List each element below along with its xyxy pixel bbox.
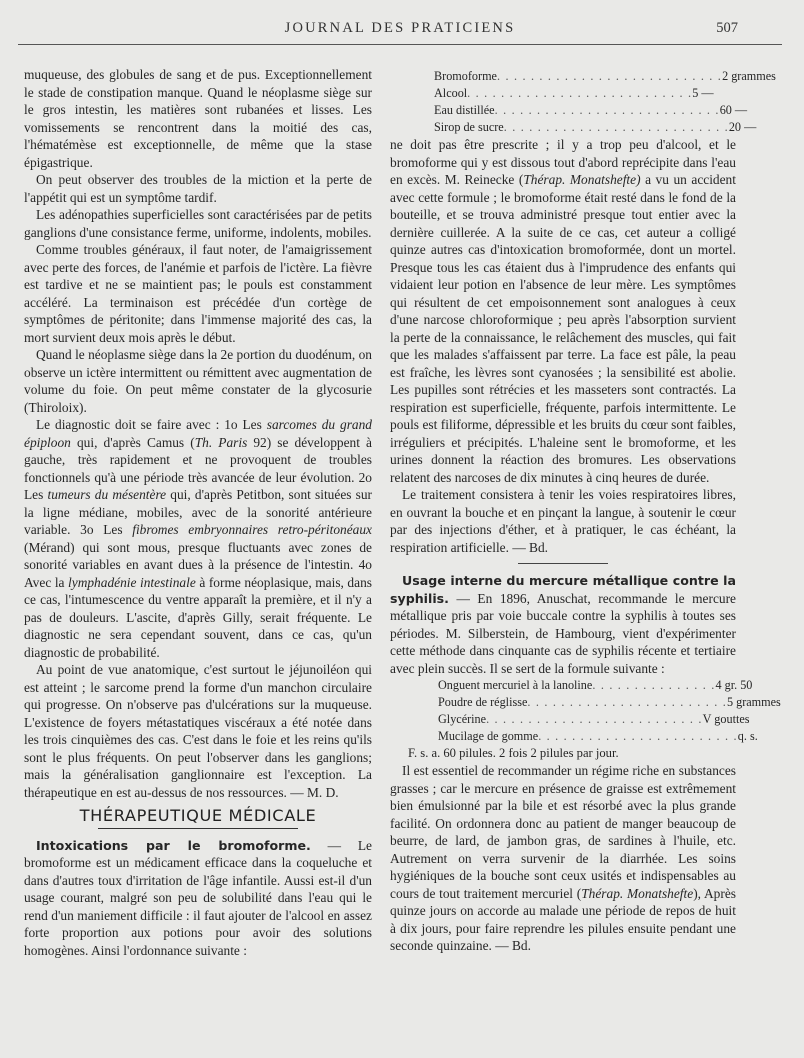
quantity: q. s. xyxy=(737,729,758,743)
italic-term: sarcomes du grand épiploon xyxy=(24,417,372,450)
diagnosis-paragraph xyxy=(24,416,372,661)
citation: Th. Paris xyxy=(194,434,248,450)
paragraph xyxy=(390,762,736,955)
running-head xyxy=(0,20,800,42)
paragraph: Les adénopathies superficielles sont caractérisées par de petits ganglions d'une consistance ferme, uniforme, indolents, mobiles. xyxy=(24,207,372,240)
text: Il est essentiel de recommander un régime riche en substances grasses ; car le mercure en présence de graisse est extrêmement bien émulsionné par la bile et est résorbé avec la plus grande facilité. On ordonnera donc au patient de manger beaucoup de beurre, de lard, de jambon gras, de sardines à l'huile, etc. Autrement on verra survenir de la diarrhée. Les soins hygiéniques de la bouche sont ceux usités et indispensables au cours de tout traitement mercuriel ( xyxy=(390,763,736,901)
paragraph: Au point de vue anatomique, c'est surtout le jéjunoiléon qui est atteint ; le sarcome prend la forme d'un manchon circulaire qui progresse. On n'observe pas d'ulcérations sur la muqueuse. L'existence de foyers métastatiques viscéraux a été notée dans les trois cinquièmes des cas. C'est dans le foie et les reins qu'ils sont le plus fréquents. On peut l'observer dans les ganglions; mais la généralisation ganglionnaire est l'exception. La thérapeutique en est au-dessus de nos ressources. — M. D. xyxy=(24,662,372,800)
article-mercure xyxy=(390,572,736,677)
ingredient: Poudre de réglisse xyxy=(438,695,528,709)
paragraph: Quand le néoplasme siège dans la 2e portion du duodénum, on observe un ictère intermittent ou rémittent avec augmentation de volume du foie. On peut même constater de la glycosurie (Thiroloix). xyxy=(24,347,372,415)
text: à forme néoplasique, mais, dans ce cas, l'intumescence du ventre apparaît la première, et il n'y a pas de douleurs. L'ascite, d'après Gilly, serait fréquente. Le diagnostic ne sera cependant souvent, dans ce cas, qu'un diagnostic de probabilité. xyxy=(24,574,372,660)
quantity: V gouttes xyxy=(702,712,750,726)
italic-term: tumeurs du mésentère xyxy=(47,487,167,502)
leader-dots: . . . . . . . . . . . . . . . . . . . . . . . . . . . xyxy=(494,103,720,117)
section-heading-text: THÉRAPEUTIQUE MÉDICALE xyxy=(79,806,317,825)
text: — Le bromoforme est un médicament efficace dans la coqueluche et dans d'autres toux d'irritation de l'âge infantile. Aussi est-il d'un usage courant, malgré son peu de solubilité dans l'eau qui le rend d'un maniement difficile : il faut ajouter de l'alcool en assez forte proportion aux potions pour avoir des solutions homogènes. Ainsi l'ordonnance suivante : xyxy=(24,837,372,958)
text: ne doit pas être prescrite ; il y a trop peu d'alcool, et le bromoforme qui y est dissous tout d'abord reprécipite dans l'eau en excès. M. Reinecke ( xyxy=(390,137,736,187)
formula-row xyxy=(438,728,758,745)
ingredient: Eau distillée xyxy=(434,103,495,117)
leader-dots: . . . . . . . . . . . . . . . . . . . . . . . . xyxy=(538,729,738,743)
text: 92) se développent à gauche, très rapidement et ne provoquent de troubles fonctionnels qu'à une période très avancée de leur évolution. 2o Les xyxy=(24,434,372,502)
formula-row xyxy=(434,68,776,85)
formula-row xyxy=(438,677,753,694)
leader-dots: . . . . . . . . . . . . . . . . . . . . . . . . . . . xyxy=(503,120,729,134)
text: qui, d'après Camus ( xyxy=(70,434,195,450)
formula-row xyxy=(434,119,757,136)
formula-row xyxy=(434,85,714,102)
header-rule xyxy=(18,44,782,45)
paragraph: Le traitement consistera à tenir les voies respiratoires libres, en ouvrant la bouche et en pinçant la langue, à soutenir le cœur par des injections d'éther, et à pratiquer, le cas échéant, la respiration artificielle. — Bd. xyxy=(390,487,736,555)
text: — En 1896, Anuschat, recommande le mercure métallique pris par voie buccale contre la syphilis à toutes ses périodes. M. Silberstein, de Hambourg, vient d'expérimenter cette méthode dans cinquante cas de syphilis récente et tertiaire avec plein succès. Il se sert de la formule suivante : xyxy=(390,590,736,676)
formula-row xyxy=(434,102,748,119)
quantity: 60 — xyxy=(719,103,748,117)
ingredient: Sirop de sucre xyxy=(434,120,504,134)
paragraph: Comme troubles généraux, il faut noter, de l'amaigrissement avec perte des forces, de l'anémie et parfois de l'ictère. La fièvre est tardive et ne se maintient pas; le pouls est constamment accéléré. La terminaison est précédée d'un cortège de symptômes de péritonite; dans l'immense majorité des cas, la mort survient deux mois après le début. xyxy=(24,242,372,345)
page-number: 507 xyxy=(716,20,738,36)
prescription-formula xyxy=(434,68,776,136)
article-title: Usage interne du mercure métallique contre la syphilis. xyxy=(390,573,736,606)
ingredient: Bromoforme xyxy=(434,69,497,83)
text: Le diagnostic doit se faire avec : 1o Les xyxy=(36,417,267,432)
quantity: 5 grammes xyxy=(726,695,781,709)
quantity: 5 — xyxy=(692,86,714,100)
article-separator xyxy=(518,563,608,564)
paragraph xyxy=(390,136,736,486)
formula-instructions: F. s. a. 60 pilules. 2 fois 2 pilules par jour. xyxy=(408,746,619,760)
quantity: 2 grammes xyxy=(722,69,776,83)
article-bromoforme xyxy=(24,837,372,960)
journal-title: JOURNAL DES PRATICIENS xyxy=(284,20,516,36)
right-column xyxy=(390,68,781,955)
text: a vu un accident avec cette formule ; le bromoforme était resté dans le fond de la bouteille, et se trouva administré presque tout entier avec la dernière cuillerée. A la suite de ce cas, cet auteur a colligé quinze autres cas d'intoxication bromoformée, dont un mortel. Presque tous les cas étaient dus à l'imprudence des enfants qui vidaient leur potion en l'absence de leur mère. Les symptômes qui résultent de cet empoisonnement sont analogues à ceux d'une narcose chloroformique ; peu après l'absorption survient la perte de la connaissance, le relâchement des muscles, qui fait que les malades s'affaissent par terre. La face est pâle, la peau est fraîche, les lèvres sont cyanosées ; la sensibilité est abolie. Les pupilles sont rétrécies et les masseters sont contractés. La respiration est superficielle, fréquente, parfois intermittente. Le pouls est filiforme, dépressible et les bruits du cœur sont faibles, irréguliers et précipités. L'haleine sent le bromoforme, et les urines donnent la réaction des bromures. Les observations relatent des narcoses de dix minutes à cinq heures de durée. xyxy=(390,172,736,485)
text: (Mérand) qui sont mous, presque fluctuants avec zones de sonorité variables en avant dues à la présence de l'intestin. 4o Avec la xyxy=(24,539,372,590)
leader-dots: . . . . . . . . . . . . . . . . . . . . . . . . . . xyxy=(486,712,703,726)
ingredient: Glycérine xyxy=(438,712,487,726)
ingredient: Onguent mercuriel à la lanoline xyxy=(438,678,593,692)
italic-term: lymphadénie intestinale xyxy=(68,574,196,590)
leader-dots: . . . . . . . . . . . . . . . . . . . . . . . . . . . xyxy=(496,69,723,83)
formula-row xyxy=(438,711,750,728)
heading-underline xyxy=(98,828,298,829)
leader-dots: . . . . . . . . . . . . . . . xyxy=(592,678,716,692)
ingredient: Alcool xyxy=(434,86,468,100)
section-heading xyxy=(24,807,372,829)
left-column xyxy=(24,66,372,959)
citation: Thérap. Monatshefte) xyxy=(523,172,641,187)
paragraph: On peut observer des troubles de la miction et la perte de l'appétit qui est un symptôme tardif. xyxy=(24,172,372,205)
quantity: 20 — xyxy=(728,120,757,134)
formula-row xyxy=(438,694,781,711)
italic-term: fibromes embryonnaires retro-péritonéaux xyxy=(132,522,372,537)
article-title: Intoxications par le bromoforme. xyxy=(36,837,311,853)
prescription-formula xyxy=(408,677,781,762)
text: ), Après quinze jours on accorde au malade une période de repos de huit à dix jours, pour faire reprendre les pilules ensuite pendant une seconde quinzaine. — Bd. xyxy=(390,885,736,953)
ingredient: Mucilage de gomme xyxy=(438,729,539,743)
quantity: 4 gr. 50 xyxy=(715,678,753,692)
leader-dots: . . . . . . . . . . . . . . . . . . . . . . . . xyxy=(527,695,727,709)
citation: Thérap. Monatshefte xyxy=(581,885,694,901)
paragraph: muqueuse, des globules de sang et de pus. Exceptionnellement le stade de constipation manque. Quand le néoplasme siège sur le gros intestin, les matières sont rubanées et lisses. Les vomissements se rencontrent dans la moitié des cas, l'hématémèse est exceptionnelle, de même que la stase épigastrique. xyxy=(24,67,372,170)
text: qui, d'après Petitbon, sont situées sur la ligne médiane, mobiles, avec de la sonorité antérieure variable. 3o Les xyxy=(24,487,372,537)
leader-dots: . . . . . . . . . . . . . . . . . . . . . . . . . . . xyxy=(467,86,693,100)
